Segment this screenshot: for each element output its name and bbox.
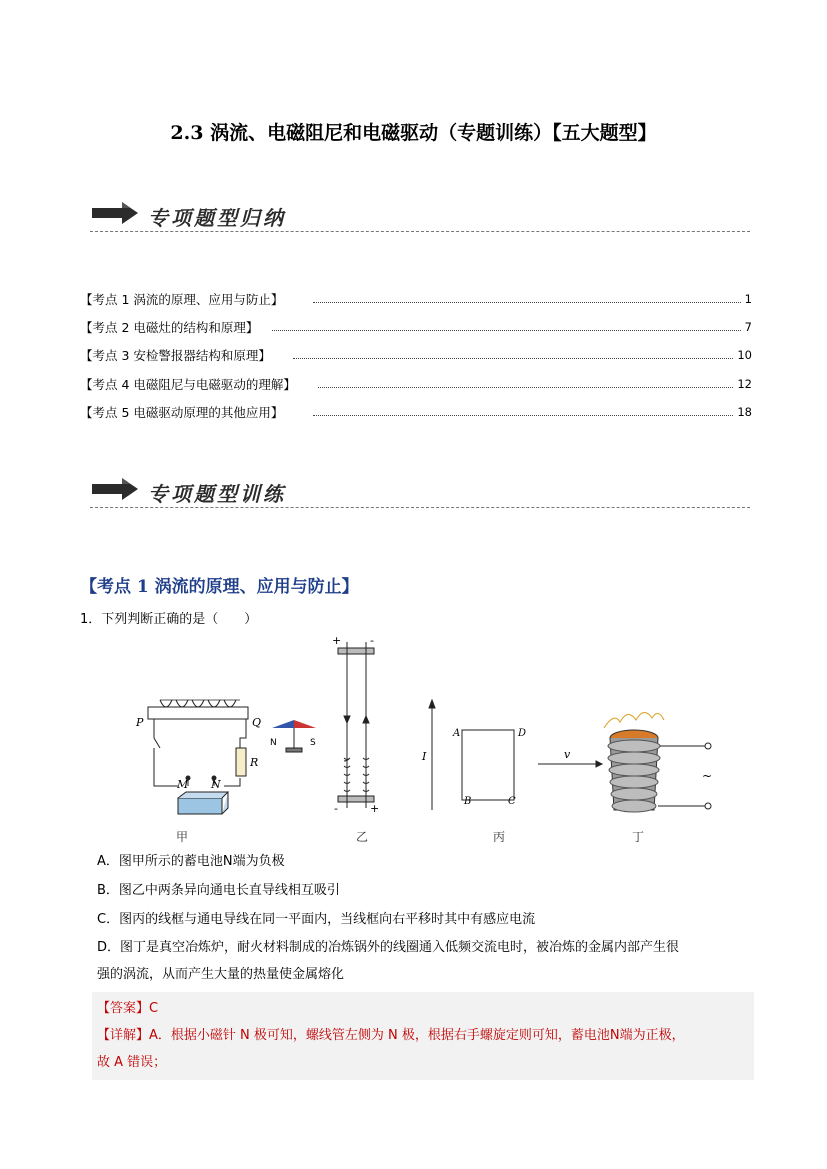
toc-item[interactable]: 【考点 2 电磁灶的结构和原理】 7 (80, 320, 752, 335)
option-a: A．图甲所示的蓄电池N端为负极 (97, 854, 285, 869)
caption-ding: 丁 (632, 830, 645, 844)
figure-bing (429, 700, 602, 810)
caption-bing: 丙 (493, 830, 506, 844)
label-v: v (564, 748, 571, 761)
option-b: B．图乙中两条异向通电长直导线相互吸引 (97, 883, 340, 898)
label-M: M (177, 778, 189, 791)
label-A: A (453, 728, 461, 739)
question-text: 1．下列判断正确的是（ ） (80, 612, 258, 627)
option-d-line2: 强的涡流，从而产生大量的热量使金属熔化 (97, 967, 345, 982)
label-C: C (508, 796, 516, 807)
question-figures (120, 628, 730, 850)
label-D: D (518, 728, 527, 739)
label-magnet-N: N (270, 738, 277, 748)
explanation-text: A．根据小磁针 N 极可知，螺线管左侧为 N 极，根据右手螺旋定则可知，蓄电池N端为正极， (149, 1028, 685, 1043)
toc-item[interactable]: 【考点 1 涡流的原理、应用与防止】 1 (80, 292, 752, 307)
figure-yi (338, 642, 374, 808)
page-title: 2.3 涡流、电磁阻尼和电磁驱动（专题训练）【五大题型】 (170, 122, 657, 144)
caption-yi: 乙 (356, 830, 369, 844)
explanation-line1 (97, 1024, 752, 1043)
sign-minus-bottom: - (334, 802, 338, 815)
arrow-icon (90, 200, 140, 226)
option-c: C．图丙的线框与通电导线在同一平面内，当线框向右平移时其中有感应电流 (97, 912, 536, 927)
banner-text: 专项题型归纳 (148, 206, 286, 230)
divider (90, 231, 750, 232)
arrow-icon (90, 476, 140, 502)
explanation-label: 【详解】 (97, 1028, 150, 1043)
section-banner-training (90, 472, 750, 512)
sign-plus-top: + (332, 634, 342, 647)
figure-jia (148, 700, 316, 814)
toc-item[interactable]: 【考点 3 安检警报器结构和原理】 10 (80, 348, 752, 363)
label-I: I (422, 750, 427, 763)
label-N: N (211, 778, 221, 791)
toc-item[interactable]: 【考点 5 电磁驱动原理的其他应用】 18 (80, 405, 752, 420)
label-ac: ~ (702, 769, 713, 783)
section-heading: 【考点 1 涡流的原理、应用与防止】 (80, 577, 359, 597)
answer-label: 【答案】 (97, 1001, 150, 1016)
label-P: P (136, 716, 144, 729)
caption-jia: 甲 (176, 830, 189, 844)
label-magnet-S: S (310, 738, 316, 748)
answer-value: C (149, 1001, 159, 1016)
explanation-line2: 故 A 错误； (97, 1055, 167, 1070)
banner-text: 专项题型训练 (148, 482, 286, 506)
label-Q: Q (252, 716, 262, 729)
sign-minus-top: - (370, 634, 374, 647)
divider (90, 507, 750, 508)
sign-plus-bottom: + (370, 802, 380, 815)
option-d-line1: D．图丁是真空冶炼炉，耐火材料制成的冶炼锅外的线圈通入低频交流电时，被冶炼的金属内部产生很 (97, 940, 680, 955)
section-banner-summary (90, 196, 750, 236)
figure-ding (604, 712, 711, 812)
label-B: B (464, 796, 472, 807)
label-R: R (250, 756, 259, 769)
toc-item[interactable]: 【考点 4 电磁阻尼与电磁驱动的理解】 12 (80, 377, 752, 392)
answer-line (97, 997, 158, 1016)
